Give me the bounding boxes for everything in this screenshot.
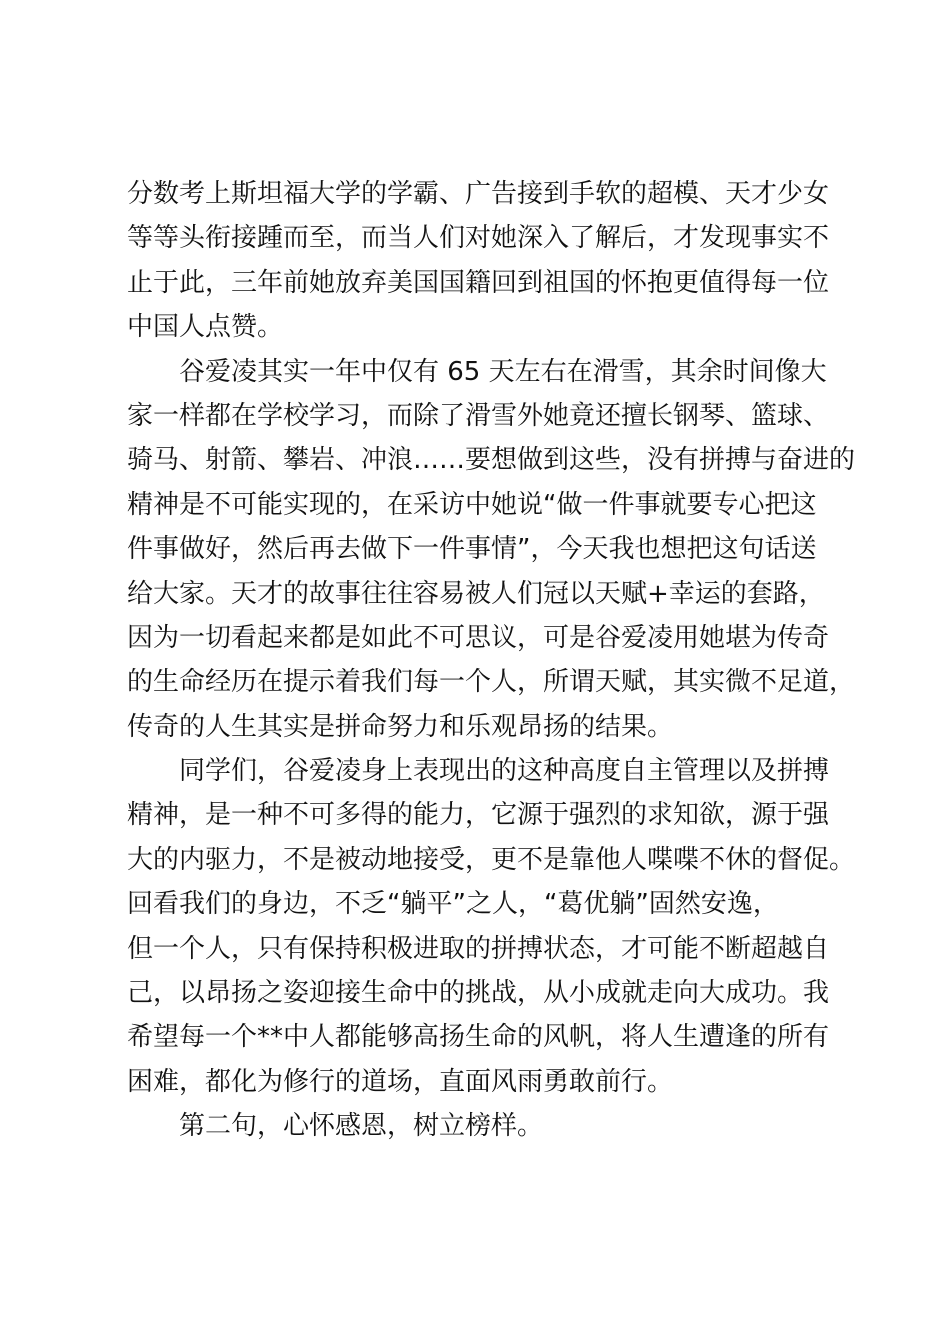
text-line: 的生命经历在提示着我们每一个人，所谓天赋，其实微不足道， [127, 667, 856, 698]
text-line: 分数考上斯坦福大学的学霸、广告接到手软的超模、天才少女 [127, 179, 830, 209]
text-line: 中国人点赞。 [127, 312, 284, 343]
text-line: 谷爱凌其实一年中仅有 65 天左右在滑雪，其余时间像大 [179, 356, 827, 387]
text-line: 困难，都化为修行的道场，直面风雨勇敢前行。 [127, 1066, 674, 1097]
text-line: 精神，是一种不可多得的能力，它源于强烈的求知欲，源于强 [127, 800, 830, 831]
text-line: 骑马、射箭、攀岩、冲浪……要想做到这些，没有拼搏与奋进的 [127, 445, 856, 476]
text-line: 第二句，心怀感恩，树立榜样。 [179, 1111, 544, 1142]
text-line: 传奇的人生其实是拼命努力和乐观昂扬的结果。 [127, 711, 674, 742]
text-line: 等等头衔接踵而至，而当人们对她深入了解后，才发现事实不 [127, 223, 830, 254]
text-line: 止于此，三年前她放弃美国国籍回到祖国的怀抱更值得每一位 [127, 267, 830, 298]
document-body [127, 172, 867, 1149]
text-line: 给大家。天才的故事往往容易被人们冠以天赋+幸运的套路， [127, 578, 825, 609]
paragraph [127, 1104, 867, 1148]
text-line: 希望每一个**中人都能够高扬生命的风帆，将人生遭逢的所有 [127, 1022, 830, 1053]
text-line: 回看我们的身边，不乏“躺平”之人，“葛优躺”固然安逸， [127, 889, 779, 920]
text-line: 家一样都在学校学习，而除了滑雪外她竟还擅长钢琴、篮球、 [127, 400, 830, 431]
paragraph [127, 749, 867, 1104]
text-line: 但一个人，只有保持积极进取的拼搏状态，才可能不断超越自 [127, 933, 830, 964]
text-line: 因为一切看起来都是如此不可思议，可是谷爱凌用她堪为传奇 [127, 622, 830, 653]
paragraph [127, 350, 867, 750]
paragraph [127, 172, 867, 350]
text-line: 己，以昂扬之姿迎接生命中的挑战，从小成就走向大成功。我 [127, 978, 830, 1009]
text-line: 精神是不可能实现的，在采访中她说“做一件事就要专心把这 [127, 489, 817, 520]
text-line: 同学们，谷爱凌身上表现出的这种高度自主管理以及拼搏 [179, 756, 830, 787]
text-line: 大的内驱力，不是被动地接受，更不是靠他人喋喋不休的督促。 [127, 844, 856, 875]
text-line: 件事做好，然后再去做下一件事情”，今天我也想把这句话送 [127, 534, 817, 565]
